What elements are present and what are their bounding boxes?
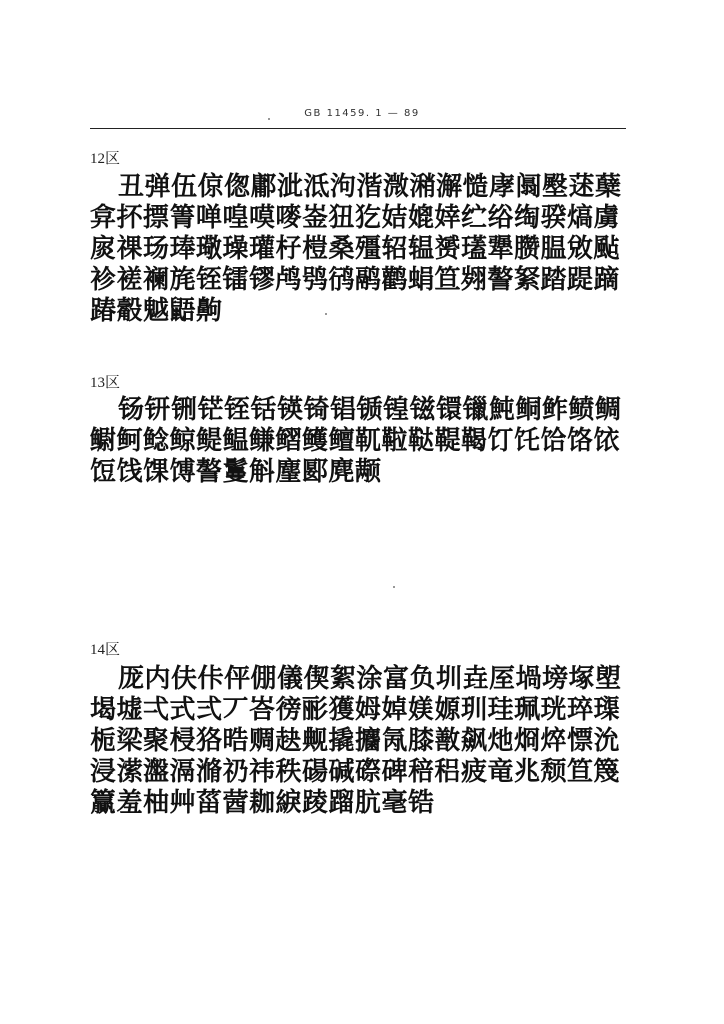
scan-speck [393,586,395,588]
header-rule [90,128,626,129]
section-14-characters [90,664,650,819]
char-line: 堨墟弌式弍丆峇徬彨獲姆婥媄嫄玔珪珮珖琗璖 [90,695,621,725]
char-line: 鳚鲄鲶鲸鳀鳁鳒鳛鳠鳣靰鞡鞑鞮鞨饤饦饸饹饻 [90,426,621,456]
section-label-13: 13区 [90,375,121,391]
char-line: 踳觳魆鼯齁 [90,296,223,326]
char-line: 弇抔摽箐啴喤嗼嘜崟狃犵姞媲婞纻绤绹骙熇虜 [90,203,621,233]
char-line: 浸潆瀊滆滫礽祎秩碭碱磜碑稖稆疲竜兆颓笪篾 [90,757,621,787]
char-line: 籯羞柚艸菑蒏耞綟踜蹓肮毫锆 [90,788,435,818]
section-12-characters [90,172,650,327]
char-line: 栀梁聚梫狢晧赒赽觍撬攟氝膝敾飙灺烱焠慓沇 [90,726,621,756]
scan-speck [268,118,270,120]
char-line: 钖钘铏铓铚铦锳锜锠锧锽镃镮镴魨鲖鲊鲼鲷 [118,395,622,425]
section-label-12: 12区 [90,151,121,167]
char-line: 扊祼玚琫璥璪瓘杍榿桑殭轺辒赟瓂犟臜腽敓颭 [90,234,621,264]
section-13-characters [90,395,650,488]
page-header: GB 11459. 1 — 89 [304,108,420,119]
char-line: 饾饯馃馎謷鬘斛麈郾麂颟 [90,457,382,487]
char-line: 袗褨襕旄铚镭镠鸬鸮鸻鹝鹳蜎笪翙謷䋈踏踶蹢 [90,265,621,295]
section-label-14: 14区 [90,642,121,658]
char-line: 丑弹伍倞偬鄘泚泜泃湝溦潲澥慥庨阘壂蒁蘖 [118,172,622,202]
scan-speck [325,313,327,315]
char-line: 厐内伕佧伻倗儀偰絮涂富负圳垚厔堝塝塚塱 [118,664,622,694]
